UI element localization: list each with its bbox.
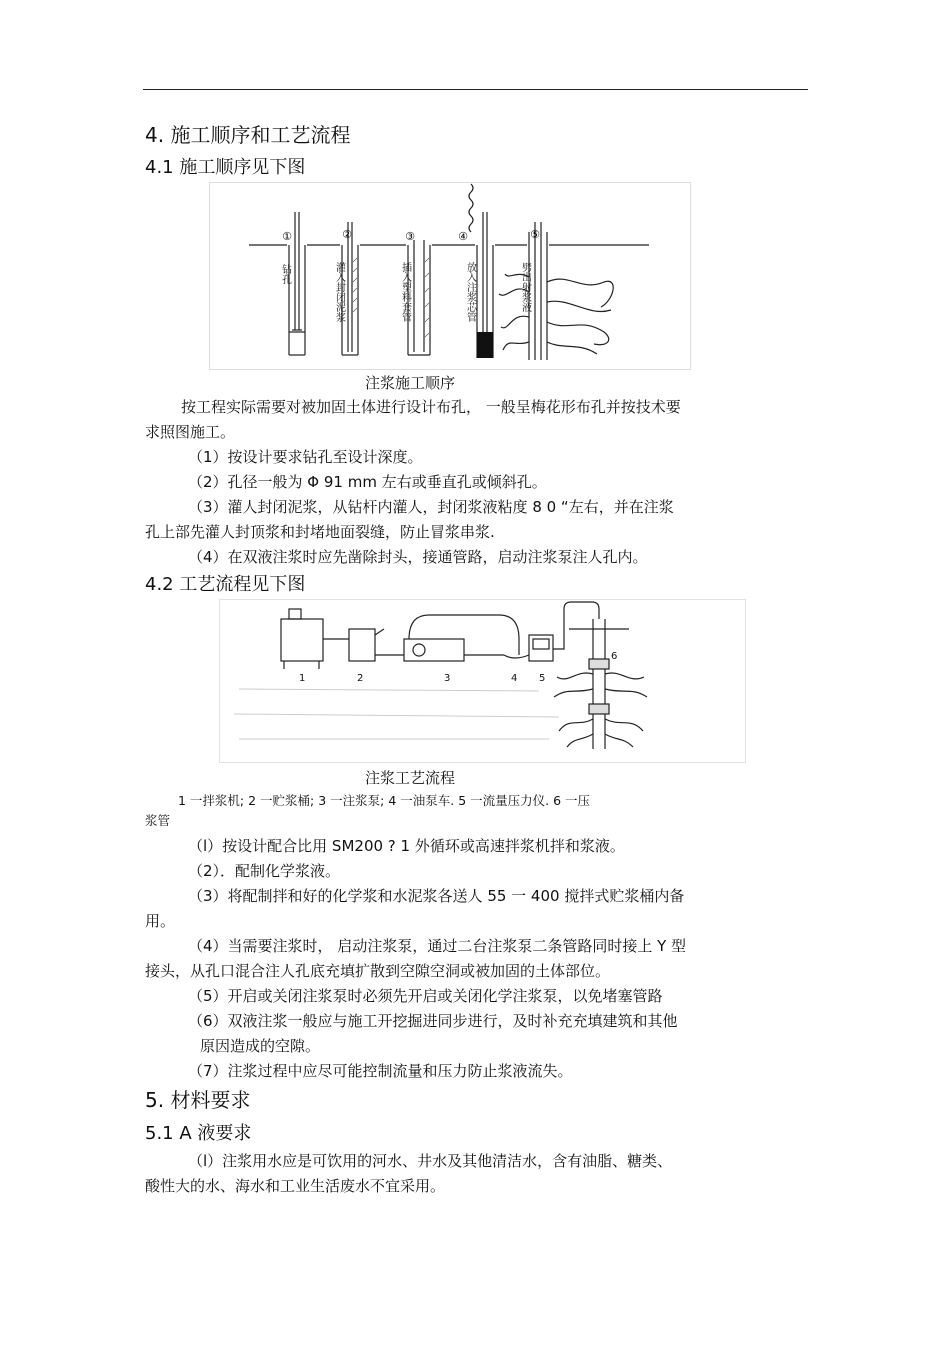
header-rule	[143, 89, 808, 90]
list-item: 孔上部先灌人封顶浆和封堵地面裂缝，防止冒浆串浆.	[145, 523, 495, 541]
equipment-number: 6	[611, 651, 618, 662]
list-item: （5）开启或关闭注浆泵时必须先开启或关闭化学注浆泵，以免堵塞管路	[188, 987, 663, 1005]
figure-1-caption: 注浆施工顺序	[365, 374, 456, 392]
list-item: （l）按设计配合比用 SM200 ? 1 外循环或高速拌浆机拌和浆液。	[188, 837, 625, 855]
equipment-number: 2	[357, 673, 364, 684]
paragraph: 求照图施工。	[145, 423, 236, 441]
list-item: 接头，从孔口混合注人孔底充填扩散到空隙空洞或被加固的土体部位。	[145, 962, 611, 980]
list-item: （7）注浆过程中应尽可能控制流量和压力防止浆液流失。	[188, 1062, 573, 1080]
equipment-number: 1	[299, 673, 306, 684]
process-flow-figure	[219, 599, 746, 763]
step-label: 钻孔	[279, 264, 291, 284]
figure-2-caption: 注浆工艺流程	[365, 769, 456, 787]
step-label: 放入注浆芯管	[464, 262, 476, 322]
step-number: ⑤	[530, 228, 540, 241]
section-5-heading: 5. 材料要求	[145, 1088, 251, 1112]
section-5-1-heading: 5.1 A 液要求	[145, 1123, 252, 1144]
list-item: （2）孔径一般为 Φ 91 mm 左右或垂直孔或倾斜孔。	[188, 473, 547, 491]
list-item: 用。	[145, 912, 176, 930]
list-item: （1）按设计要求钻孔至设计深度。	[188, 448, 423, 466]
construction-sequence-diagram	[209, 182, 691, 370]
list-item: （4）在双液注浆时应先凿除封头，接通管路，启动注浆泵注人孔内。	[188, 548, 648, 566]
equipment-number: 3	[444, 673, 451, 684]
step-number: ①	[282, 230, 292, 243]
list-item: 原因造成的空隙。	[200, 1037, 321, 1055]
step-label: 插入塑料套管	[399, 262, 411, 322]
process-flow-diagram	[219, 599, 746, 763]
step-number: ④	[458, 230, 468, 243]
step-number: ②	[342, 228, 352, 241]
figure-2-legend: 1 一拌浆机; 2 一贮浆桶; 3 一注浆泵; 4 一油泵车. 5 一流量压力仪. 6 一压	[178, 793, 591, 808]
list-item: （6）双液注浆一般应与施工开挖掘进同步进行，及时补充充填建筑和其他	[188, 1012, 678, 1030]
list-item: （3）灌人封闭泥浆，从钻杆内灌人，封闭浆液粘度 8 0 “左右，并在注浆	[188, 498, 674, 516]
list-item: （4）当需要注浆时， 启动注浆泵，通过二台注浆泵二条管路同时接上 Y 型	[188, 937, 687, 955]
list-item: 酸性大的水、海水和工业生活废水不宜采用。	[145, 1177, 446, 1195]
figure-2-legend: 浆管	[145, 813, 171, 828]
list-item: （2）．配制化学浆液。	[188, 862, 341, 880]
paragraph: 按工程实际需要对被加固土体进行设计布孔， 一般呈梅花形布孔并按技术要	[181, 398, 681, 416]
step-label: 劈出射浆液	[519, 262, 531, 312]
equipment-number: 5	[539, 673, 546, 684]
construction-sequence-figure	[209, 182, 691, 370]
section-4-heading: 4. 施工顺序和工艺流程	[145, 123, 351, 147]
step-number: ③	[405, 230, 415, 243]
step-label: 灌入封闭泥浆	[333, 262, 345, 322]
equipment-number: 4	[511, 673, 518, 684]
list-item: （l）注浆用水应是可饮用的河水、井水及其他清洁水，含有油脂、糖类、	[188, 1152, 673, 1170]
list-item: （3）将配制拌和好的化学浆和水泥浆各送人 55 一 400 搅拌式贮浆桶内备	[188, 887, 685, 905]
section-4-2-heading: 4.2 工艺流程见下图	[145, 574, 306, 595]
section-4-1-heading: 4.1 施工顺序见下图	[145, 157, 306, 178]
